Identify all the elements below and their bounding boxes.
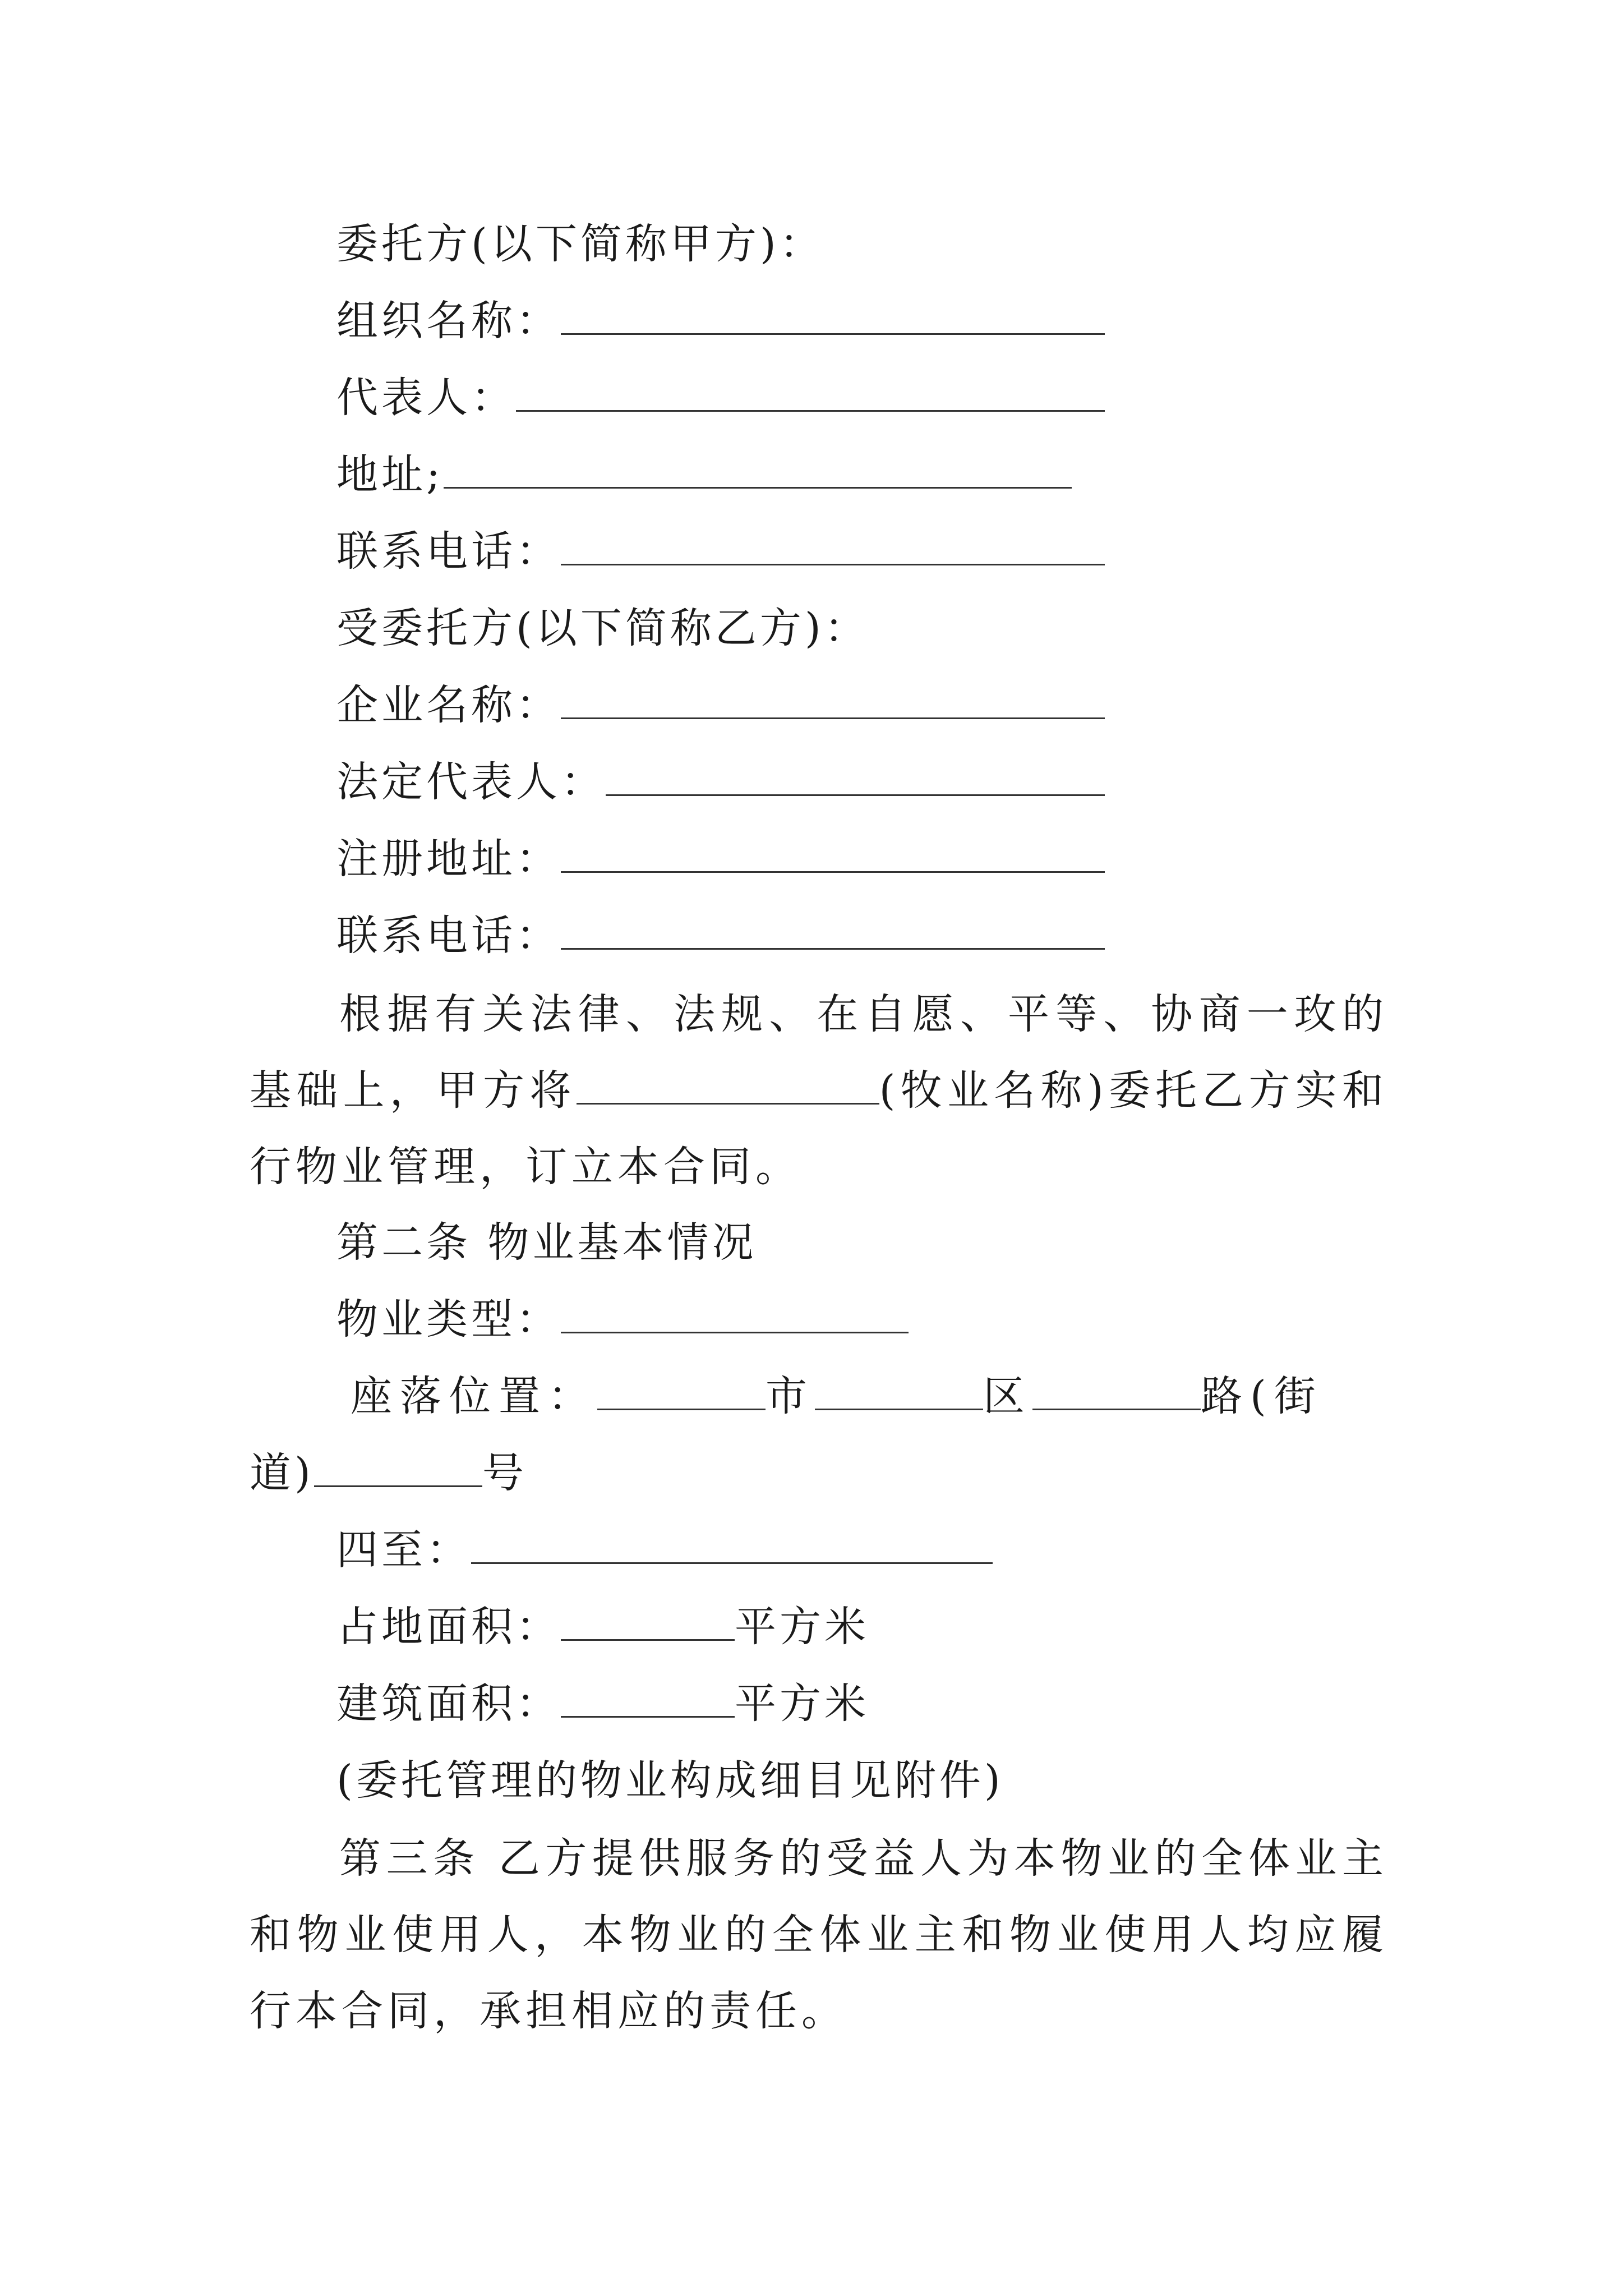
- representative-row: [336, 370, 1105, 426]
- party-a-phone-row: [336, 523, 1105, 579]
- property-type-label: 物业类型：: [336, 1295, 561, 1343]
- company-blank[interactable]: [561, 683, 1105, 719]
- city-blank[interactable]: [597, 1374, 766, 1410]
- party-b-phone-blank[interactable]: [561, 913, 1105, 950]
- party-b-heading: 受委托方(以下简称乙方)：: [336, 604, 869, 652]
- intro-paragraph: 根据有关法律、法规、在自愿、平等、协商一玫的基础上，甲方将 (牧业名称)委托乙方实和行物业管理，订立本合同。: [250, 990, 1388, 1191]
- appendix-note: (委托管理的物业构成细目见附件): [336, 1756, 1004, 1805]
- article2-title: 第二条 物业基本情况: [336, 1218, 757, 1267]
- company-row: [336, 677, 1105, 733]
- number-blank[interactable]: [314, 1451, 482, 1487]
- representative-blank[interactable]: [516, 375, 1105, 412]
- org-name-label: 组织名称：: [336, 297, 561, 345]
- address-blank[interactable]: [444, 452, 1072, 489]
- land-area-label: 占地面积：: [336, 1603, 561, 1651]
- building-area-label: 建筑面积：: [336, 1680, 561, 1728]
- property-name-blank[interactable]: [577, 1068, 879, 1105]
- property-type-row: [336, 1291, 909, 1347]
- address-row: [336, 447, 1072, 503]
- boundaries-blank[interactable]: [471, 1527, 993, 1564]
- boundaries-label: 四至：: [336, 1526, 471, 1574]
- reg-address-row: [336, 831, 1105, 887]
- land-area-row: 占地面积： 平方米: [336, 1603, 869, 1651]
- reg-address-blank[interactable]: [561, 836, 1105, 873]
- boundaries-row: [336, 1522, 993, 1578]
- article3-paragraph: 第三条 乙方提供服务的受益人为本物业的全体业主和物业使用人，本物业的全体业主和物业使用人均应履行本合同，承担相应的责任。: [250, 1834, 1388, 2035]
- party-a-phone-blank[interactable]: [561, 529, 1105, 565]
- org-name-row: [336, 293, 1105, 349]
- location-label: 座落位置：: [351, 1372, 597, 1420]
- legal-rep-label: 法定代表人：: [336, 758, 606, 806]
- address-label: 地址;: [336, 450, 444, 499]
- building-area-row: 建筑面积： 平方米: [336, 1680, 869, 1728]
- legal-rep-blank[interactable]: [606, 760, 1105, 796]
- party-a-heading: 委托方(以下简称甲方)：: [336, 220, 824, 268]
- party-b-phone-label: 联系电话：: [336, 912, 561, 960]
- representative-label: 代表人：: [336, 374, 516, 422]
- location-row: 座落位置： 市 区 路(街: [351, 1372, 1324, 1420]
- land-area-blank[interactable]: [561, 1604, 735, 1641]
- legal-rep-row: [336, 754, 1105, 810]
- street-number-row: 道) 号: [250, 1449, 527, 1497]
- company-label: 企业名称：: [336, 681, 561, 729]
- building-area-blank[interactable]: [561, 1681, 735, 1718]
- org-name-blank[interactable]: [561, 298, 1105, 335]
- district-blank[interactable]: [815, 1374, 983, 1410]
- property-type-blank[interactable]: [561, 1297, 909, 1333]
- road-blank[interactable]: [1032, 1374, 1201, 1410]
- reg-address-label: 注册地址：: [336, 835, 561, 883]
- party-a-phone-label: 联系电话：: [336, 527, 561, 576]
- party-b-phone-row: [336, 908, 1105, 964]
